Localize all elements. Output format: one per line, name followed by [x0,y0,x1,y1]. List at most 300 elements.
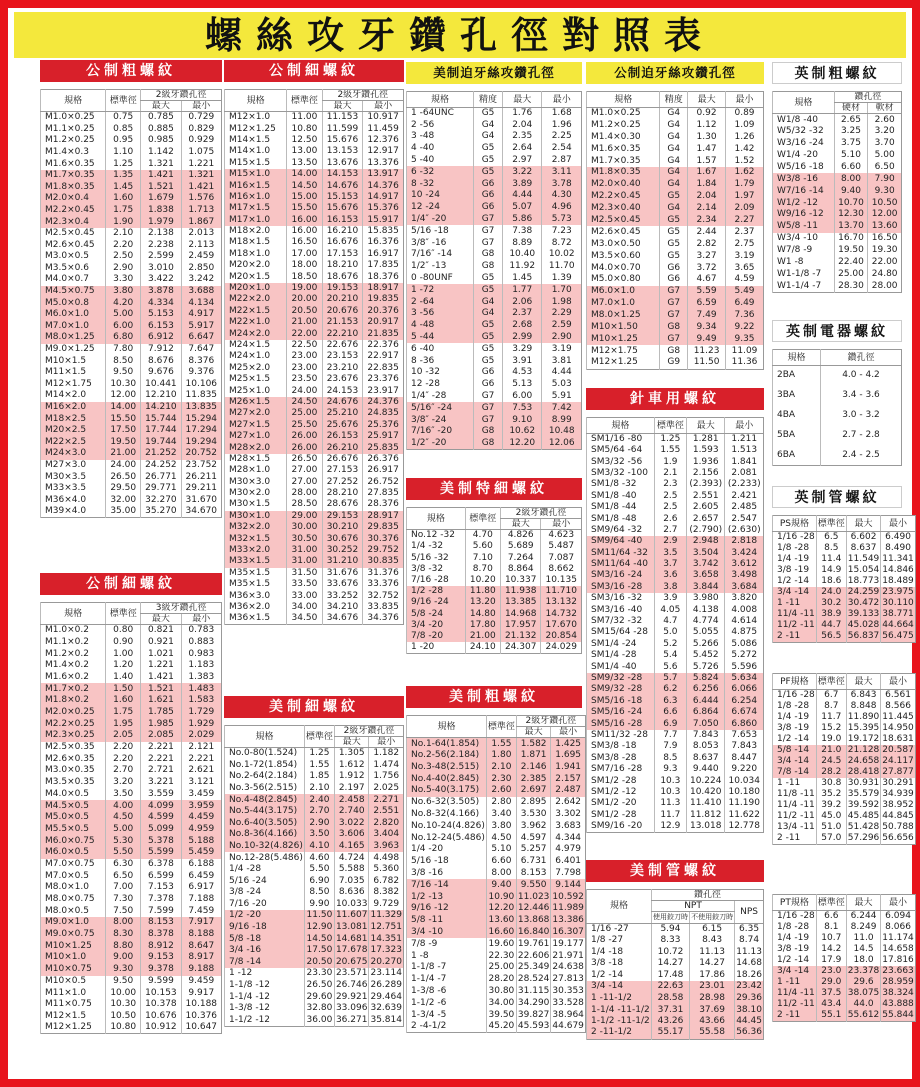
table-cell: 1.95 [106,718,141,730]
table-row [407,856,586,868]
table-cell: 2.551 [686,491,724,502]
table-cell: 10.40 [502,249,542,261]
table-row [587,582,764,593]
table-cell: G5 [474,355,503,367]
table-row [773,257,902,269]
table-cell: M5.5×0.5 [41,824,106,836]
table-cell: G6 [474,202,503,214]
column-header: PF規格 [773,674,817,690]
table-row [41,355,222,367]
table-cell: 13.376 [363,158,404,169]
table-cell: 15.376 [363,203,404,214]
table-cell: 31.376 [363,568,404,579]
table-cell: 10 -24 [407,190,474,202]
table-cell: 10.3 [654,775,686,786]
column-header: 規格 [587,890,652,924]
table-cell: 11.607 [335,910,368,921]
table-cell: 2.60 [868,114,902,126]
table-row [41,812,222,824]
table-cell: 7.80 [106,344,141,356]
table-cell: 3.0 - 3.2 [820,406,901,426]
table-row [225,146,404,157]
table-cell: 28.98 [690,993,735,1005]
table-cell: 8.50 [106,355,141,367]
table-cell: 10.3 [654,787,686,798]
table-cell: 2.697 [516,785,551,797]
table-cell: 1.45 [502,273,542,285]
table-cell: 7.153 [141,882,181,894]
table-cell: M15×1.0 [225,169,287,180]
table-cell: M4.0×0.70 [587,262,660,274]
table-cell: 2.70 [106,765,141,777]
column-header: 標準徑 [287,90,322,112]
table-cell: 29.60 [304,991,334,1003]
table-row [41,765,222,777]
table-row [407,738,586,750]
table-cell: 8.00 [834,173,868,185]
table-cell: 1.679 [141,193,181,205]
table-cell: 4.138 [686,604,724,615]
table-cell: 19.294 [181,437,221,449]
table-cell: G5 [474,108,503,120]
table-cell: 7.050 [686,718,724,729]
table-row [407,355,582,367]
table-row [225,522,404,533]
table-row [41,181,222,193]
table-row [407,320,582,332]
table-cell: M30×1.0 [225,511,287,522]
table-cell: 5.94 [651,923,689,935]
table-cell: 12.446 [517,903,550,914]
table-cell: G5 [474,273,503,285]
column-header: 標準徑 [654,418,686,434]
table-cell: 2.50 [106,251,141,263]
table-cell: 2.1 [654,468,686,479]
table-row [225,488,404,499]
table-row [225,602,404,613]
table-row [587,730,764,741]
table-cell: 10.00 [106,987,141,999]
column-header: 最小 [881,674,916,690]
table-cell: 10.30 [106,379,141,391]
table-cell: 1/2 -13 [407,891,487,903]
table-cell: 2.085 [141,730,181,742]
table-cell: 7.459 [181,905,221,917]
table-cell: 29.00 [287,511,322,522]
table-cell: 1-1/4 -12 [225,991,305,1003]
table-cell: 8.74 [735,935,764,947]
table-cell: 1.621 [141,695,181,707]
table-cell: 4.10 [304,841,334,853]
table-cell: SM9/16 -20 [587,821,655,833]
table-cell: 24.835 [363,408,404,419]
table-cell: 2.44 [688,226,726,238]
table-row [773,138,902,150]
table-row [773,767,916,778]
table-cell: 6.860 [725,718,764,729]
table-cell: G7 [474,402,503,414]
table-row [407,530,582,542]
table-cell: M3.5×0.60 [587,250,660,262]
table-cell: 25.00 [486,962,516,974]
title-banner [14,12,906,58]
drill-table [406,715,586,1033]
table-cell: 38.324 [882,988,914,998]
table-cell: M7.0×0.75 [41,859,106,871]
table-cell: M27×3.0 [41,460,106,472]
table-cell: 12.751 [370,922,402,933]
table-cell: 7.843 [725,741,764,752]
table-cell: 8.917 [181,952,221,964]
table-cell: 2.37 [502,308,542,320]
table-row [773,150,902,162]
section-title: 美制粗螺紋 [406,686,582,708]
table-cell: 2.459 [181,251,221,263]
table-cell: G4 [474,308,503,320]
table-cell: 37.69 [690,1004,735,1016]
table-cell: 2.221 [141,742,181,754]
table-cell: 5/8 -11 [407,915,487,927]
table-cell: 9.599 [141,976,181,988]
table-cell: 4.459 [181,812,221,824]
table-cell: 21.835 [363,328,404,339]
table-cell: 4.44 [542,367,582,379]
table-cell: 1.67 [688,167,726,179]
column-header: PS規格 [773,516,817,532]
table-row [41,332,222,344]
table-row [407,367,582,379]
table-cell: SM1/4 -24 [587,639,655,650]
table-row [407,284,582,296]
table-row [225,945,404,957]
table-cell: 5.487 [541,541,582,552]
table-cell: 16.70 [834,233,868,245]
table-cell: 3.22 [502,166,542,178]
table-cell: M15×1.5 [225,158,287,169]
table-cell: 18.26 [736,969,762,980]
table-cell: 2.547 [725,513,764,524]
table-cell: M24×2.0 [225,328,287,339]
table-row [773,1010,916,1022]
table-cell: 1/8 -28 [773,701,817,712]
table-cell: 22.00 [287,328,322,339]
table-row [407,609,582,620]
table-cell: 56.5 [816,631,846,643]
table-cell: 4.50 [486,832,516,844]
table-cell: 17.48 [651,969,689,981]
table-cell: 20.50 [287,306,322,317]
table-cell: 1.421 [141,672,181,684]
table-cell: 30.50 [287,533,322,544]
table-cell: 2.642 [551,797,586,809]
table-row [773,532,916,544]
table-cell: 3.121 [181,777,221,789]
table-cell: 3.80 [106,286,141,298]
table-cell: 24.252 [141,460,181,472]
section-us-coarse [406,686,582,1033]
table-cell: 6.00 [106,321,141,333]
table-cell: 3/4 -14 [773,756,817,767]
table-cell: 8.637 [686,753,724,764]
table-row [587,673,764,684]
table-row [407,586,582,597]
table-cell: G7 [474,414,503,426]
table-row [587,226,764,238]
table-row [225,135,404,146]
drill-table [772,91,902,293]
table-cell: 37.5 [816,988,846,999]
table-cell: 1 -20 [407,642,466,654]
table-cell: 25.00 [287,408,322,419]
table-row [773,977,916,988]
table-cell: M9.0×0.75 [41,929,106,941]
drill-table [40,89,222,518]
table-cell: 14.846 [882,565,914,575]
table-cell: 2.10 [486,761,516,773]
table-row [225,533,404,544]
table-row [773,576,916,587]
table-cell: 20.210 [322,294,363,305]
column-header: 標準徑 [816,674,846,690]
table-cell: 11.023 [517,891,550,902]
table-cell: 17.816 [882,955,914,965]
section-metric-fine-b [40,573,222,1034]
table-cell: 5/16 -24 [225,875,305,887]
table-cell: M1.2×0.25 [41,135,106,147]
table-cell: 3.30 [106,274,141,286]
table-cell: 2.75 [726,238,764,250]
table-cell: 16.307 [552,927,584,938]
table-cell: M10×1.0 [41,952,106,964]
table-cell: G8 [660,345,688,357]
table-cell: M18×2.0 [225,226,287,237]
table-cell: 12.00 [868,209,902,221]
table-row [41,379,222,391]
table-cell: M2.6×0.35 [41,753,106,765]
table-cell: 0.85 [106,123,141,135]
table-cell: 1.182 [369,748,404,760]
table-cell: 1.421 [181,181,221,193]
table-cell: 1.912 [334,771,369,783]
table-cell: 2.82 [688,238,726,250]
table-cell: 11.50 [304,910,334,922]
table-cell: 1.513 [725,445,764,456]
table-cell: 2.4 - 2.5 [820,446,901,466]
table-cell: 1-1/2 -6 [407,997,487,1009]
table-cell: 38.771 [882,609,914,619]
table-cell: 29.36 [736,992,762,1003]
table-cell: 1.421 [141,170,181,182]
table-cell: 1/4″ -28 [407,391,474,403]
table-cell: 1.84 [688,179,726,191]
table-cell: 2.221 [181,753,221,765]
table-cell: G7 [474,225,503,237]
table-cell: 1-1/4 -11-1/2 [587,1004,652,1016]
table-row [407,108,582,120]
table-cell: M36×3.0 [225,590,287,601]
table-cell: 2.029 [181,730,221,742]
table-row [41,683,222,695]
table-cell: 3BA [773,386,821,406]
table-cell: 45.028 [847,620,880,630]
table-row [773,565,916,576]
table-cell: 5/16 -18 [407,225,474,237]
table-cell: M27×1.0 [225,431,287,442]
table-cell: 8.72 [542,237,582,249]
table-cell: 21.252 [141,448,181,460]
table-cell: 11.174 [882,933,914,943]
table-cell: G6 [474,190,503,202]
table-row [225,910,404,922]
table-row [407,620,582,631]
table-cell: 20.854 [541,631,582,642]
table-cell: 6.49 [726,298,764,310]
table-row [41,999,222,1011]
table-row [225,112,404,124]
table-row [773,778,916,789]
table-cell: 2.138 [141,228,181,240]
table-row [225,980,404,992]
table-cell: 9.676 [141,367,181,379]
table-cell: 19.153 [322,283,363,294]
table-cell: 24.638 [552,962,584,973]
table-cell: 5.588 [334,864,369,876]
table-cell: 11/2 -11 [773,620,817,631]
table-cell: 1.40 [106,672,141,684]
table-cell: W7/8 -9 [773,245,835,257]
table-cell: G5 [474,320,503,332]
table-cell: 12.00 [106,390,141,402]
table-cell: 2.948 [686,536,724,547]
drill-table [406,507,582,654]
table-cell: 25.917 [363,431,404,442]
table-cell: 27.153 [322,465,363,476]
table-cell: 3.81 [542,355,582,367]
table-cell: 2.06 [502,296,542,308]
table-cell: 23.50 [287,374,322,385]
table-row [225,922,404,934]
table-cell: 1.62 [726,167,764,179]
table-row [225,759,404,771]
table-cell: SM1/2 -12 [587,787,655,798]
table-row [407,797,586,809]
table-row [587,810,764,821]
table-cell: 19.761 [517,938,550,949]
table-cell: 4.165 [334,841,369,853]
table-cell: 3/8″ -24 [407,414,474,426]
table-cell: 28.917 [363,511,404,522]
table-cell: 9/16 -24 [407,597,466,608]
table-cell: 1.50 [106,683,141,695]
table-cell: 1.576 [181,193,221,205]
table-row [225,1015,404,1027]
table-cell: 6.602 [846,532,881,544]
table-cell: 6.731 [516,856,551,868]
table-row [225,568,404,579]
table-row [587,696,764,707]
table-row [225,899,404,911]
table-cell: 2.27 [726,215,764,227]
table-cell: 4.917 [181,309,221,321]
column-header: 最大 [322,101,363,112]
table-cell: 3/8 -24 [225,887,305,899]
table-cell: 26.752 [363,476,404,487]
table-cell: 7/16 -20 [225,899,305,911]
table-cell: 3.75 [834,138,868,150]
table-cell: 2.238 [141,239,181,251]
table-cell: 30.00 [287,522,322,533]
table-cell: G9 [660,357,688,369]
table-cell: 1/4 -20 [407,844,487,856]
table-cell: W1/8 -40 [773,114,835,126]
table-cell: 26.50 [106,471,141,483]
table-cell: 1.936 [686,456,724,467]
table-cell: 5.824 [686,673,724,684]
table-cell: 9.729 [369,899,404,911]
table-cell: W1-1/4 -7 [773,280,835,292]
table-cell: 0.729 [181,112,221,124]
table-cell: 23.210 [322,363,363,374]
table-cell: 1-1/4 -7 [407,974,487,986]
table-row [407,761,586,773]
table-cell: No.4-40(2.845) [407,773,487,785]
table-cell: 6.459 [181,870,221,882]
table-row [41,147,222,159]
table-cell: 22.376 [363,340,404,351]
table-cell: 7/16″ -20 [407,426,474,438]
table-cell: 11/8 -11 [773,789,817,800]
table-row [407,308,582,320]
table-cell: 39.827 [517,1009,550,1020]
table-cell: 5.13 [502,379,542,391]
table-cell: 35.814 [370,1014,402,1025]
table-cell: M32×1.5 [225,533,287,544]
table-cell: 38.10 [736,1004,762,1015]
table-cell: 1.97 [726,191,764,203]
table-cell: 31.676 [322,568,363,579]
table-cell: 14.351 [370,933,402,944]
table-cell: M36×2.0 [225,602,287,613]
table-cell: 10.180 [725,787,764,798]
table-cell: 4 -48 [407,320,474,332]
table-cell: 23.30 [304,968,334,980]
table-cell: 10.135 [541,575,582,586]
table-cell: M7.0×1.0 [41,321,106,333]
table-row [225,556,404,567]
table-row [41,660,222,672]
table-cell: SM5/16 -28 [587,718,655,729]
table-cell: 7/8 -20 [407,631,466,642]
table-cell: 13/4 -11 [773,822,817,833]
table-row [407,225,582,237]
table-cell: 21.132 [500,631,541,642]
section-pf-pipe [772,673,914,845]
table-cell: 5.00 [106,824,141,836]
table-cell: 45.0 [816,811,846,822]
table-cell: 2 -11-1/2 [587,1027,652,1039]
table-cell: 1/2 -14 [773,734,817,745]
table-cell: 21.0 [816,745,846,756]
table-cell: 11.812 [686,810,724,821]
table-cell: 14.50 [304,933,334,945]
group-header: 2級牙鑽孔徑 [500,508,581,519]
table-cell: M20×2.5 [41,425,106,437]
column-header: 最小 [726,92,764,108]
table-cell: SM1/8 -40 [587,491,655,502]
table-cell: 4.53 [502,367,542,379]
table-cell: 29.50 [106,483,141,495]
table-row [587,787,764,798]
